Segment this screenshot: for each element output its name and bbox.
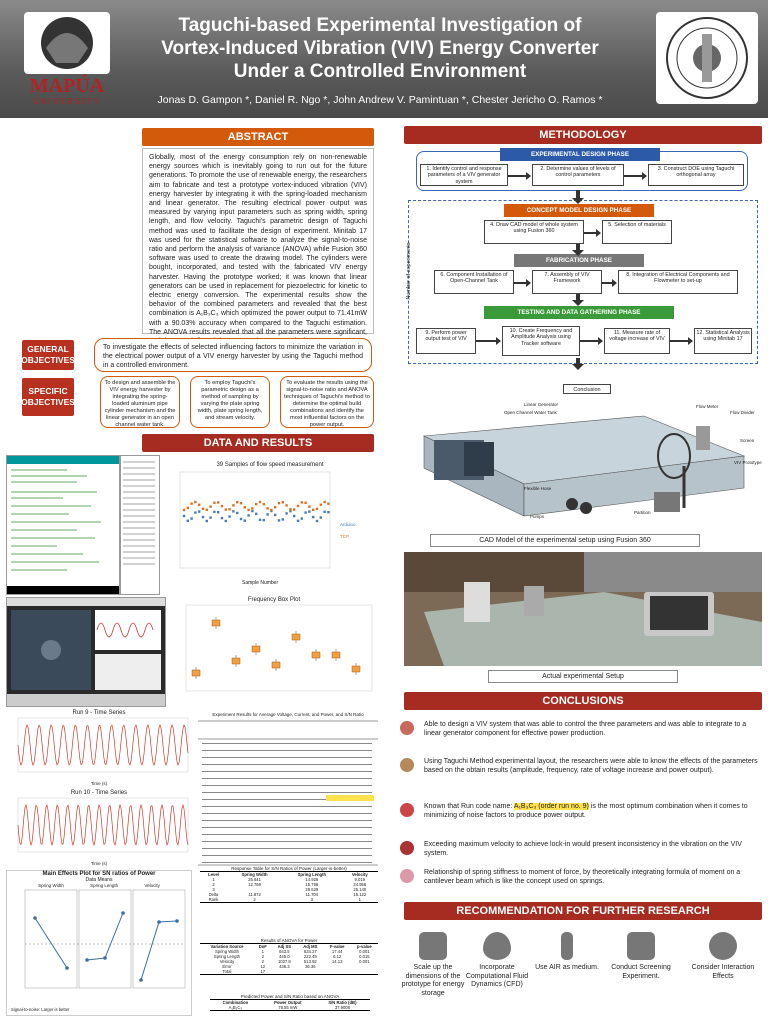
arduino-point <box>323 511 325 513</box>
factor-spring-length: Spring Length <box>90 883 119 888</box>
tcp-point <box>232 504 234 506</box>
gear-icon <box>400 721 414 735</box>
cad-label-flow-divider: Flow Divider <box>730 410 755 415</box>
arduino-point <box>240 518 242 520</box>
cad-label-tank: Open Channel Water Tank <box>504 410 557 415</box>
step-4: 4. Draw CAD model of whole system using Fusion 360 <box>484 220 584 244</box>
arduino-point <box>198 510 200 512</box>
arduino-point <box>266 513 268 515</box>
arduino-point <box>244 519 246 521</box>
run10-xlabel: Time (s) <box>90 861 108 866</box>
arduino-point <box>225 520 227 522</box>
phase1-label: EXPERIMENTAL DESIGN PHASE <box>500 148 660 161</box>
phase2-label: CONCEPT MODEL DESIGN PHASE <box>504 204 654 217</box>
specific-objectives-label: SPECIFIC OBJECTIVES <box>22 378 74 416</box>
tcp-point <box>282 501 284 503</box>
legend-tcp: TCP <box>340 534 349 539</box>
run10-time-series <box>6 790 192 866</box>
tcp-point <box>316 508 318 510</box>
tcp-point <box>221 505 223 507</box>
table3-title: Results of ANOVA for Power <box>260 938 318 943</box>
arduino-point <box>312 516 314 518</box>
cad-label-flexible-hose: Flexible Hose <box>524 486 552 491</box>
runner-icon <box>400 803 414 817</box>
tcp-point <box>236 501 238 503</box>
arduino-point <box>247 514 249 516</box>
step-12: 12. Statistical Analysis using Minitab 17 <box>694 328 752 354</box>
windmill-icon <box>419 932 447 960</box>
box <box>272 662 280 668</box>
tcp-point <box>327 503 329 505</box>
cad-label-linear-generator: Linear Generator <box>524 402 559 407</box>
abstract-text: Globally, most of the energy consumption rely on non-renewable energy sources which is inevitably going to run out for the future generations. To promote the use of renewable energy, the researchers aim to fabricate and test a prototype vortex-induced vibration (VIV) energy harvester by integrating it with the spring-loaded mechanism and linear generator. The resulting electrical power output was measured by varying input parameters such as spring width, spring length, and flow velocity. Taguchi's parametric design of Taguchi method was used to facilitate the design of experiment. Minitab 17 was used for the statistical software to analyze the signal-to-noise ratio and perform the analysis of variance (ANOVA) while Fusion 360 software was used to create the drawing model. The cylinders were bought, incorporated, and tested with the fabricated VIV energy harvester. Having the prototype worked; it was known that linear generators can be used in replacement for piezoelectric for kinetic to electric energy conversion. The experimental results show the behavior of the combined parameters and revealed that the best combination is A₁B₃C₃ which optimized the power output to 71.41mW with a 90.03% accuracy when compared to the Taguchi estimation. The ANOVA results revealed that all the parameters were significant, <box>142 148 374 334</box>
factor-spring-width: Spring Width <box>38 883 64 888</box>
step-7: 7. Assembly of VIV Framework <box>532 270 602 294</box>
tcp-point <box>225 508 227 510</box>
time-series-line <box>18 725 188 765</box>
box <box>252 646 260 652</box>
arduino-point <box>293 515 295 517</box>
main-effects-plot <box>6 870 192 1016</box>
experiment-results-table <box>196 712 380 872</box>
tcp-point <box>263 503 265 505</box>
arduino-point <box>297 520 299 522</box>
box <box>192 670 200 676</box>
arduino-point <box>308 510 310 512</box>
arduino-point <box>213 511 215 513</box>
box <box>292 634 300 640</box>
anova-table: Results of ANOVA for Power Variation Source DoF Adj SS Adj MS F-value p-value Spring Width 1 643.5 634.27 17.44 0.001 Spring Length 2 445.0 222.49 6.12 0.015 Velocity 2 1027.8 513.92 14.13 0.001 Error 12 436.3 36.36 Total 17 <box>200 938 378 975</box>
tcp-point <box>312 509 314 511</box>
tcp-point <box>266 507 268 509</box>
recommendation-1: Scale up the dimensions of the prototype for energy storage <box>396 932 470 998</box>
response-table: Response Table for S/N Ratios of Power (Larger-is-better) Level Spring Width Spring Length Velocity 1 25.641 14.926 9.019 2 12.769 15.768 24.958 3 28.529 25.140 Delta 11.872 11.704 16.122 Rank 2 3 1 <box>200 866 378 903</box>
box <box>312 652 320 658</box>
arduino-point <box>301 517 303 519</box>
photo-caption: Actual experimental Setup <box>488 670 678 683</box>
specific-objective-2: To employ Taguchi's parametric design as a method of sampling by varying the plate spring width, plate spring length, and stream velocity. <box>190 376 270 428</box>
table4-title: Predicted Power and S/N Ratio based on ANOVA <box>240 994 340 999</box>
tcp-point <box>247 509 249 511</box>
iteration-label: Number of experiments <box>406 242 412 300</box>
conclusion-3: Known that Run code name: A₁B₃C₃ (order run no. 9) is the most optimum combination when it comes to minimizing of noise factors to produce power output. <box>400 802 762 820</box>
poster-header <box>0 0 768 118</box>
boxplot-title: Frequency Box Plot <box>247 597 301 603</box>
step-10: 10. Create Frequency and Amplitude Analysis using Tracker software <box>502 326 580 356</box>
tcp-point <box>190 502 192 504</box>
tcp-point <box>202 508 204 510</box>
arduino-point <box>202 516 204 518</box>
box <box>212 620 220 626</box>
tcp-point <box>293 508 295 510</box>
tracker-software-screenshot <box>6 597 166 707</box>
mapua-logo <box>8 8 126 108</box>
tcp-point <box>285 504 287 506</box>
tcp-point <box>240 502 242 504</box>
conclusion-1: Able to design a VIV system that was able to control the three parameters and was able to integrate to a linear generator component for effective power production. <box>400 720 762 738</box>
flow-chart-title: 39 Samples of flow speed measurement <box>216 462 324 468</box>
step-1: 1. Identify control and response parameters of a VIV generator system <box>420 164 508 186</box>
arduino-point <box>206 520 208 522</box>
molecule-icon <box>400 758 414 772</box>
cad-label-viv-prototype: VIV Prototype <box>734 460 762 465</box>
arduino-point <box>255 513 257 515</box>
arduino-point <box>259 519 261 521</box>
methodology-heading: METHODOLOGY <box>404 126 762 144</box>
tcp-point <box>270 509 272 511</box>
box <box>352 666 360 672</box>
thermometer-icon <box>561 932 573 960</box>
arduino-point <box>304 511 306 513</box>
prediction-table: Predicted Power and S/N Ratio based on ANOVA Combination Power Output S/N Ratio (dB) A₁B₃C₃ 78.55 mW 37.9008 <box>210 994 370 1011</box>
step-8: 8. Integration of Electrical Components and Flowmeter to set-up <box>618 270 738 294</box>
arduino-point <box>282 518 284 520</box>
time-series-line <box>18 805 188 845</box>
arduino-point <box>251 510 253 512</box>
lightbulb-icon <box>627 932 655 960</box>
tcp-point <box>194 501 196 503</box>
tcp-point <box>289 508 291 510</box>
recommendation-3: Use AIR as medium. <box>530 932 604 973</box>
arduino-point <box>194 511 196 513</box>
arduino-point <box>209 516 211 518</box>
run9-title: Run 9 - Time Series <box>72 710 126 716</box>
cad-caption: CAD Model of the experimental setup using Fusion 360 <box>430 534 700 547</box>
arduino-point <box>320 516 322 518</box>
main-effects-note: Signal-to-noise: Larger is better <box>11 1007 70 1012</box>
step-5: 5. Selection of materials <box>602 220 672 244</box>
table2-title: Response Table for S/N Ratios of Power (Larger-is-better) <box>231 866 347 871</box>
general-objectives-text: To investigate the effects of selected influencing factors to minimize the variation in the electrical power output of a VIV energy harvester by using the Taguchi method in a controlled environment. <box>94 338 372 372</box>
specific-objective-1: To design and assemble the VIV energy harvester by integrating the spring-loaded aluminum pipe cylinder mechanism and the linear generator in an open channel water tank. <box>100 376 180 428</box>
tcp-point <box>251 507 253 509</box>
arduino-point <box>285 512 287 514</box>
tcp-point <box>278 502 280 504</box>
tcp-point <box>301 501 303 503</box>
arduino-point <box>187 520 189 522</box>
head-gears-icon <box>709 932 737 960</box>
tcp-point <box>228 508 230 510</box>
arduino-point <box>183 515 185 517</box>
department-seal <box>656 12 758 104</box>
recommendation-4: Conduct Screening Experiment. <box>604 932 678 981</box>
flow-speed-chart <box>162 462 378 590</box>
arduino-point <box>236 512 238 514</box>
step-3: 3. Construct DOE using Taguchi orthogonal array <box>648 164 744 186</box>
serial-monitor-screenshot <box>120 455 160 595</box>
box <box>332 652 340 658</box>
tcp-point <box>259 501 261 503</box>
droplet-icon <box>483 932 511 960</box>
arduino-ide-screenshot <box>6 455 120 595</box>
tcp-point <box>183 509 185 511</box>
step-9: 9. Perform power output test of VIV <box>416 328 476 354</box>
tcp-point <box>209 505 211 507</box>
recommendation-2: Incorporate Computational Fluid Dynamics (CFD) <box>460 932 534 990</box>
experimental-setup-photo <box>404 552 762 666</box>
main-effects-subtitle: Data Means <box>85 877 113 883</box>
arduino-point <box>274 514 276 516</box>
svg-text:MAPÚA: MAPÚA <box>29 75 105 97</box>
abstract-heading: ABSTRACT <box>142 128 374 146</box>
conclusion-box: Conclusion <box>563 384 611 394</box>
tcp-point <box>255 503 257 505</box>
step-2: 2. Determine values of levels of control parameters <box>532 164 624 186</box>
tcp-point <box>244 506 246 508</box>
arduino-point <box>217 511 219 513</box>
tcp-point <box>198 504 200 506</box>
tcp-point <box>187 507 189 509</box>
run10-title: Run 10 - Time Series <box>70 790 128 796</box>
tcp-point <box>274 506 276 508</box>
tcp-point <box>206 509 208 511</box>
run9-xlabel: Time (s) <box>90 781 108 786</box>
tcp-point <box>217 501 219 503</box>
arduino-point <box>263 519 265 521</box>
cad-label-pumps: Pumps <box>530 514 545 519</box>
recommendation-heading: RECOMMENDATION FOR FURTHER RESEARCH <box>404 902 762 920</box>
cad-label-flow-meter: Flow Meter <box>696 404 719 409</box>
recommendation-5: Consider Interaction Effects <box>686 932 760 981</box>
step-6: 6. Component Installation of Open-Channel Tank <box>434 270 514 294</box>
box <box>232 658 240 664</box>
conclusion-2: Using Taguchi Method experimental layout, the researchers were able to know the effects of the parameters based on the obtain results (amplitude, frequency, rate of voltage increase and power output). <box>400 757 762 775</box>
phase4-label: TESTING AND DATA GATHERING PHASE <box>484 306 674 319</box>
conclusions-heading: CONCLUSIONS <box>404 692 762 710</box>
run9-time-series <box>6 710 192 786</box>
arduino-point <box>316 520 318 522</box>
optimum-run-highlight: A₁B₃C₃ (order run no. 9) <box>513 803 589 810</box>
data-results-heading: DATA AND RESULTS <box>142 434 374 452</box>
poster-title: Taguchi-based Experimental Investigation of Vortex-Induced Vibration (VIV) Energy Converter Under a Controlled Environment <box>161 15 599 82</box>
table1-title: Experiment Results for Average Voltage, Current, and Power, and S/N Ratio <box>212 712 364 717</box>
arduino-point <box>190 517 192 519</box>
factor-velocity: Velocity <box>144 883 160 888</box>
cad-label-partition: Partition <box>634 510 651 515</box>
tcp-point <box>308 505 310 507</box>
svg-text:UNIVERSITY: UNIVERSITY <box>32 97 102 106</box>
arduino-point <box>228 515 230 517</box>
specific-objective-3: To evaluate the results using the signal-to-noise ratio and ANOVA techniques of Taguchi's method to determine the optimal build combinations and identify the most influential factors on the power output. <box>280 376 374 428</box>
phase3-label: FABRICATION PHASE <box>514 254 644 267</box>
lock-icon <box>400 841 414 855</box>
tcp-point <box>304 502 306 504</box>
cad-label-screen: Screen <box>740 438 755 443</box>
legend-arduino: Arduino <box>340 522 356 527</box>
flow-chart-xlabel: Sample Number <box>242 580 279 586</box>
tcp-point <box>323 501 325 503</box>
arduino-point <box>221 517 223 519</box>
authors: Jonas D. Gampon *, Daniel R. Ngo *, John Andrew V. Pamintuan *, Chester Jericho O. Ramos * <box>157 94 603 106</box>
methodology-flowchart <box>404 148 762 374</box>
arduino-point <box>278 519 280 521</box>
cad-model-image <box>404 396 762 530</box>
conclusion-4: Exceeding maximum velocity to achieve lock-in would present inconsistency in the vibration on the VIV system. <box>400 840 762 858</box>
general-objectives-label: GENERAL OBJECTIVES <box>22 340 74 370</box>
tcp-point <box>320 504 322 506</box>
tcp-point <box>297 505 299 507</box>
sparkle-icon <box>400 869 414 883</box>
tcp-point <box>213 502 215 504</box>
arduino-point <box>232 510 234 512</box>
conclusion-5: Relationship of spring stiffness to moment of force, by theoretically integrating formula of moment on a cantilever beam which is like the concept used on springs. <box>400 868 762 886</box>
frequency-box-plot <box>170 597 378 707</box>
step-11: 11. Measure rate of voltage increase of VIV <box>604 328 670 354</box>
main-effects-title: Main Effects Plot for SN ratios of Power <box>42 871 156 877</box>
arduino-point <box>327 511 329 513</box>
